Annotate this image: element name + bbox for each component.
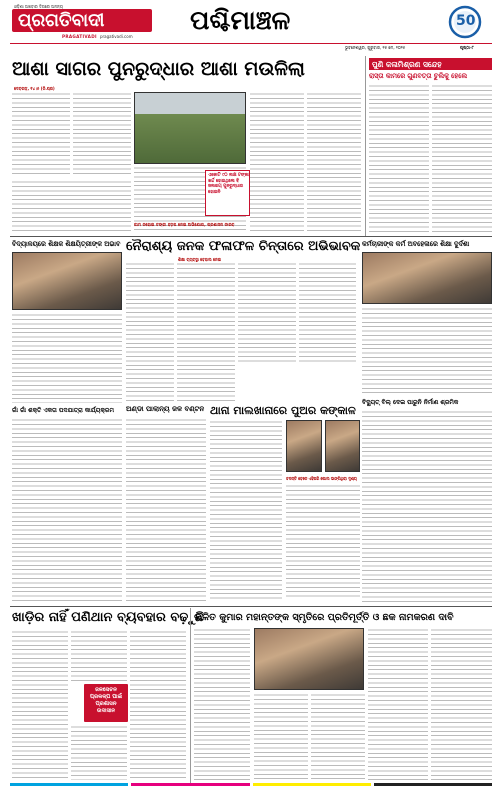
lead-dateline: ଦେବଗଡ଼, ୧୪।୫ (ନି.ପ୍ର)	[14, 86, 55, 91]
lead-callout-text: ଏକୋଟି ୯୦ ଲକ୍ଷ ଟଙ୍କା ଖର୍ଚ୍ଚ ହୋଇଥିଲେ ବି ଜଳାଶୟ ପୁନରୁଦ୍ଧାର ହୋଇନି	[208, 173, 249, 195]
lead-callout-box	[205, 170, 250, 216]
masthead-tagline: ଓଡ଼ିଶା ଅଖବାର ଦିଗରେ ଅନନ୍ୟ	[14, 4, 64, 9]
story8-headline: ଗାଁ ଗାଁ ଶକ୍ତି ଏକତା ପଦଯାତ୍ରା କାର୍ଯ୍ୟକ୍ରମ	[12, 407, 114, 414]
column-rule-2	[190, 608, 191, 783]
right-headline2: ରାସ୍ତା କାମରେ ଗୁଣବତ୍ତା ଚୁଲିକୁ ହେଲେ	[369, 72, 468, 80]
story7-caption: ଚଳନ୍ତି ବେଳେ ଏହିପରି ପୋଲ ଭାଙ୍ଗିଥିବା ଦୃଶ୍ୟ	[286, 476, 357, 481]
lead-body-col5	[250, 92, 304, 232]
logo[interactable]	[12, 9, 152, 32]
story5-headline: କର୍ମଚାରୀଙ୍କ କର୍ମ ଅବହେଳାରେ ଶିକ୍ଷା ଦୁର୍ଦଶା	[362, 240, 470, 248]
anniversary-badge	[447, 4, 483, 40]
story10-box-text: ଜଳସେଚନ ପ୍ରକଳ୍ପ ପାଇଁ ପ୍ରଶାସନ ଉଦାସୀନ	[89, 687, 123, 714]
story10-body-col1	[12, 630, 68, 780]
story4-body-col2	[177, 262, 235, 402]
section-divider	[10, 236, 492, 237]
story10-box	[84, 684, 128, 722]
story10-body-col3	[71, 725, 127, 780]
story3-photo	[12, 252, 122, 310]
right-headline: ପୁଣି କଳାମିଶ୍ରଣ ସନ୍ଦେହ	[372, 59, 442, 69]
site-url: pragativadi.com	[100, 34, 133, 39]
story4-body-col4	[299, 262, 356, 362]
story10-headline: ଖାଡ଼ିର ନାହିଁ ପଣିଥାନ ବ୍ୟବହାର ବଢ଼ୁଛି	[12, 610, 204, 625]
story4-headline: ନୈରାଶ୍ୟ ଜନକ ଫଳାଫଳ ଚିନ୍ତାରେ ଅଭିଭାବକ	[126, 239, 361, 254]
reg-mark	[374, 783, 492, 786]
story5-body	[362, 307, 492, 395]
right-body-col2	[432, 84, 492, 232]
story4-body-col3	[238, 262, 296, 362]
story7-photo-1	[286, 420, 322, 472]
story11-photo	[254, 628, 364, 690]
reg-mark	[131, 783, 249, 786]
lead-body-col6	[307, 92, 361, 232]
right-body-col1	[369, 84, 429, 232]
story11-body-col3	[311, 693, 365, 780]
story11-body-col1	[194, 628, 250, 780]
story6-headline: ଅଣ୍ଡା ପାଲାନ୍ୟ ଜଳ ବଣ୍ଟନ	[126, 405, 205, 413]
story5-photo	[362, 252, 492, 304]
story9-headline: ବିଦ୍ୟୁତ୍ ବିଲ୍ ଦେଇ ପାରୁନି ନିର୍ମାଣ ଶ୍ରମିକ	[362, 399, 459, 406]
story6-body	[126, 418, 206, 603]
red-rule	[10, 43, 492, 44]
lead-body-col2	[73, 92, 131, 177]
story10-body-col4	[130, 630, 186, 780]
story3-headline: ବିଦ୍ୟାଳୟରେ ଶିକ୍ଷକ ଶିକ୍ଷୟିତ୍ରୀଙ୍କ ଅଭାବ	[12, 240, 121, 248]
lead-body-col1	[12, 92, 70, 177]
reg-mark	[10, 783, 128, 786]
story11-body-col2	[254, 693, 308, 780]
story7-photo-2	[325, 420, 360, 472]
reg-mark	[253, 783, 371, 786]
story4-kicker: ଶିକ୍ଷା ବ୍ୟବସ୍ଥା ବେହାଲ ନେଇ	[178, 257, 222, 262]
masthead	[0, 0, 500, 50]
right-headline-box	[369, 58, 492, 70]
story7-body-col2	[286, 484, 360, 600]
section-title: ପଶ୍ଚିମାଞ୍ଚଳ	[190, 6, 291, 36]
story11-headline: ଲଳିତ କୁମାର ମହାନ୍ତଙ୍କ ସ୍ମୃତିରେ ପ୍ରତିମୂର୍ତ୍ତି ଓ ଛକ ନାମକରଣ ଦାବି	[194, 612, 454, 623]
story7-headline: ଥାନା ମାଲଖାନାରେ ପୁଅର କଙ୍କାଳ	[210, 404, 356, 417]
story9-body	[362, 410, 492, 602]
story7-body-col1	[210, 420, 282, 600]
story10-body-col2	[71, 630, 127, 682]
page-number: ପୃଷ୍ଠା-୮	[460, 44, 474, 50]
story4-body-col1	[126, 262, 174, 402]
anniversary-number: 50	[456, 13, 476, 29]
story11-body-col4	[368, 628, 428, 780]
registration-marks	[10, 783, 492, 786]
lead-headline: ଆଶା ସାଗର ପୁନରୁଦ୍ଧାର ଆଶା ମଉଳିଲା	[12, 58, 305, 80]
logo-sub: PRAGATIVADI	[62, 34, 97, 39]
story11-body-col5	[431, 628, 492, 780]
story8-body	[12, 418, 122, 603]
section-divider-2	[10, 606, 492, 607]
date-line: ଭୁବନେଶ୍ୱର, ଗୁରୁବାର, ୧୫ ମେ, ୨୦୨୫	[345, 44, 406, 50]
lead-callout2: କାମ ନହୋଇ ଟଙ୍କା ହଡ଼ପ ନେଇ ଅଭିଯୋଗ, ପ୍ରଶାସନ ନୀରବ	[134, 222, 235, 227]
logo-text: ପ୍ରଗତିବାଦୀ	[18, 10, 105, 31]
lead-photo	[134, 92, 246, 164]
column-rule	[365, 56, 366, 236]
story3-body	[12, 313, 122, 403]
lead-body-col4	[12, 180, 131, 232]
